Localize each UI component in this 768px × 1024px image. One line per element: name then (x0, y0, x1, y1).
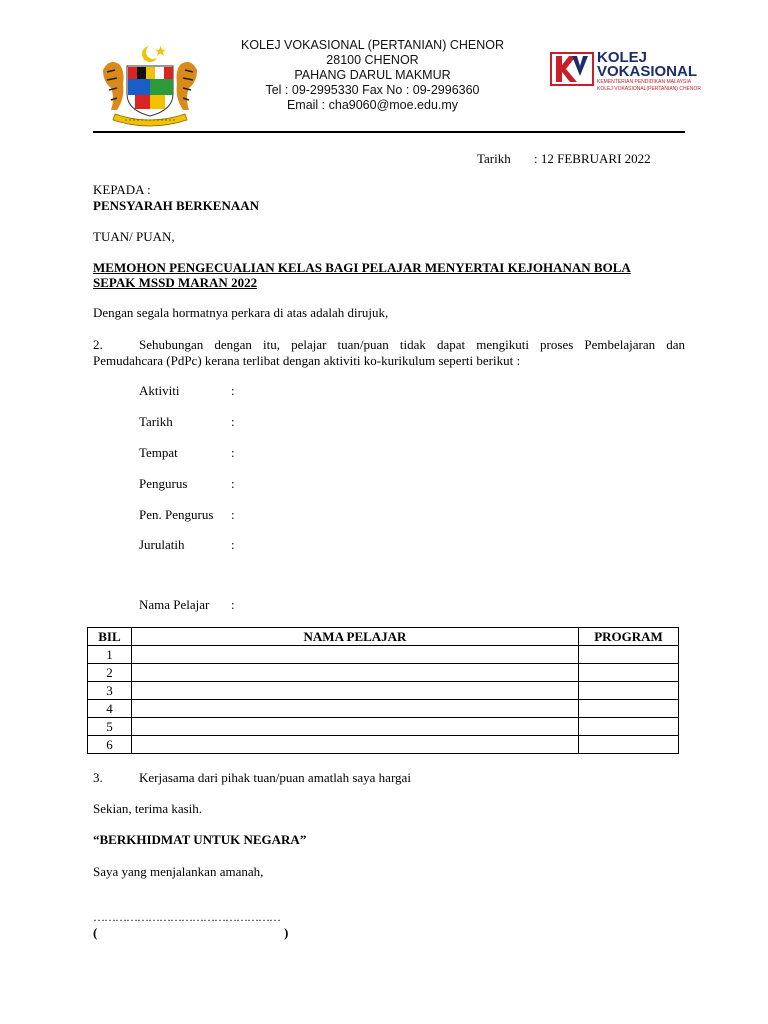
detail-label-pen-pengurus: Pen. Pengurus (139, 507, 214, 522)
detail-sep-jurulatih: : (231, 537, 235, 552)
logo-title-2: VOKASIONAL (597, 63, 698, 80)
coat-of-arms-icon (95, 40, 205, 130)
logo-title-1: KOLEJ (597, 49, 648, 66)
coat-of-arms-logo (95, 40, 205, 130)
para2-number: 2. (93, 337, 103, 352)
subject-line-1: MEMOHON PENGECUALIAN KELAS BAGI PELAJAR MENYERTAI KEJOHANAN BOLA (93, 260, 631, 275)
detail-label-aktiviti: Aktiviti (139, 383, 180, 398)
column-header-nama-pelajar: NAMA PELAJAR (131, 628, 578, 646)
student-name-cell (131, 718, 578, 736)
header-line-5: Email : cha9060@moe.edu.my (286, 98, 459, 112)
institution-header (210, 38, 535, 113)
motto: “BERKHIDMAT UNTUK NEGARA” (93, 832, 307, 847)
sign-off: Saya yang menjalankan amanah, (93, 864, 264, 879)
detail-label-tempat: Tempat (139, 445, 178, 460)
detail-sep-pen-pengurus: : (231, 507, 235, 522)
para2-line-1: Sehubungan dengan itu, pelajar tuan/puan tidak dapat mengikuti proses Pembelajaran dan (139, 337, 685, 352)
signature-close-paren: ) (284, 925, 289, 940)
table-row (88, 718, 679, 736)
program-cell (579, 646, 679, 664)
student-name-cell (131, 646, 578, 664)
table-row (88, 664, 679, 682)
students-label: Nama Pelajar (139, 597, 210, 612)
detail-label-jurulatih: Jurulatih (139, 537, 185, 552)
header-line-4: Tel : 09-2995330 Fax No : 09-2996360 (265, 83, 480, 97)
signature-open-paren: ( (93, 925, 98, 940)
program-cell (579, 664, 679, 682)
program-cell (579, 736, 679, 754)
table-header-row (88, 628, 679, 646)
recipient-name: PENSYARAH BERKENAAN (93, 198, 260, 213)
date-label: Tarikh (477, 151, 511, 166)
students-sep: : (231, 597, 235, 612)
detail-sep-tempat: : (231, 445, 235, 460)
detail-label-pengurus: Pengurus (139, 476, 188, 491)
student-name-cell (131, 682, 578, 700)
header-divider (93, 131, 685, 133)
column-header-bil: BIL (88, 628, 132, 646)
logo-subtitle-2: KOLEJ VOKASIONAL(PERTANIAN) CHENOR (597, 86, 702, 92)
row-number: 1 (88, 646, 132, 664)
logo-subtitle-1: KEMENTERIAN PENDIDIKAN MALAYSIA (597, 79, 692, 85)
table-row (88, 700, 679, 718)
subject-line-2: SEPAK MSSD MARAN 2022 (93, 275, 258, 290)
kolej-vokasional-logo (550, 50, 710, 95)
student-name-cell (131, 736, 578, 754)
signature-line: …………………………………………… (93, 910, 280, 924)
header-line-1: KOLEJ VOKASIONAL (PERTANIAN) CHENOR (240, 38, 505, 52)
student-table (87, 627, 679, 754)
row-number: 5 (88, 718, 132, 736)
para3-text: Kerjasama dari pihak tuan/puan amatlah saya hargai (139, 770, 411, 785)
salutation: TUAN/ PUAN, (93, 229, 175, 244)
program-cell (579, 718, 679, 736)
column-header-program: PROGRAM (579, 628, 679, 646)
detail-label-tarikh: Tarikh (139, 414, 173, 429)
table-row (88, 682, 679, 700)
row-number: 6 (88, 736, 132, 754)
student-name-cell (131, 700, 578, 718)
table-row (88, 736, 679, 754)
detail-sep-aktiviti: : (231, 383, 235, 398)
header-line-3: PAHANG DARUL MAKMUR (294, 68, 451, 82)
kv-logo-icon (550, 52, 594, 86)
detail-sep-tarikh: : (231, 414, 235, 429)
student-name-cell (131, 664, 578, 682)
program-cell (579, 682, 679, 700)
detail-sep-pengurus: : (231, 476, 235, 491)
para2-line-2: Pemudahcara (PdPc) kerana terlibat dengan aktiviti ko-kurikulum seperti berikut : (93, 353, 521, 368)
closing-line: Sekian, terima kasih. (93, 801, 203, 816)
table-row (88, 646, 679, 664)
opening-line: Dengan segala hormatnya perkara di atas adalah dirujuk, (93, 305, 389, 320)
recipient-to-label: KEPADA : (93, 182, 151, 197)
program-cell (579, 700, 679, 718)
para3-number: 3. (93, 770, 103, 785)
row-number: 4 (88, 700, 132, 718)
date-value: : 12 FEBRUARI 2022 (534, 151, 651, 166)
header-line-2: 28100 CHENOR (326, 53, 419, 67)
row-number: 2 (88, 664, 132, 682)
row-number: 3 (88, 682, 132, 700)
